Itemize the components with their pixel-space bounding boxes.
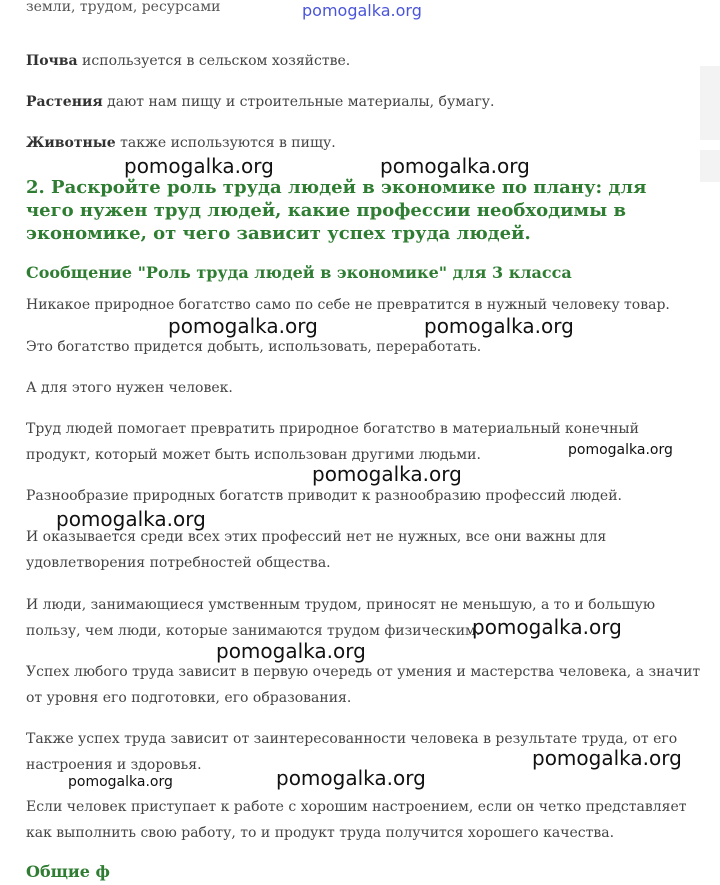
message-subheading: Сообщение "Роль труда людей в экономике" для 3 класса <box>26 263 572 282</box>
paragraph-line: А для этого нужен человек. <box>26 380 233 396</box>
intro-line-plants: Растения дают нам пищу и строительные материалы, бумагу. <box>26 94 495 110</box>
intro-line-soil: Почва используется в сельском хозяйстве. <box>26 53 351 69</box>
watermark: pomogalka.org <box>56 507 206 531</box>
paragraph-line: удовлетворения потребностей общества. <box>26 555 331 571</box>
paragraph-line: как выполнить свою работу, то и продукт труда получится хорошего качества. <box>26 825 615 841</box>
paragraph-line: Это богатство придется добыть, использовать, переработать. <box>26 339 482 355</box>
watermark: pomogalka.org <box>276 766 426 790</box>
paragraph-line: Труд людей помогает превратить природное богатство в материальный конечный <box>26 421 639 437</box>
cut-off-bottom-heading: Общие ф <box>26 862 110 881</box>
watermark: pomogalka.org <box>568 442 673 458</box>
sidebar-edge-block <box>700 150 720 182</box>
paragraph-line: Никакое природное богатство само по себе не превратится в нужный человеку товар. <box>26 297 670 313</box>
paragraph-line: Успех любого труда зависит в первую очередь от умения и мастерства человека, а значит <box>26 664 701 680</box>
paragraph-line: продукт, который может быть использован другими людьми. <box>26 447 481 463</box>
watermark: pomogalka.org <box>380 154 530 178</box>
task-heading: 2. Раскройте роль труда людей в экономике по плану: для чего нужен труд людей, какие профессии необходимы в экономике, от чего зависит успех труда людей. <box>26 177 647 244</box>
paragraph-line: И оказывается среди всех этих профессий нет не нужных, все они важны для <box>26 529 607 545</box>
paragraph-line: Если человек приступает к работе с хорошим настроением, если он четко представляет <box>26 799 687 815</box>
watermark: pomogalka.org <box>68 774 173 790</box>
paragraph-line: Разнообразие природных богатств приводит к разнообразию профессий людей. <box>26 488 622 504</box>
watermark: pomogalka.org <box>312 462 462 486</box>
watermark: pomogalka.org <box>124 154 274 178</box>
paragraph-line: настроения и здоровья. <box>26 757 202 773</box>
watermark-top: pomogalka.org <box>302 1 422 20</box>
cut-off-top-line: земли, трудом, ресурсами <box>26 0 221 15</box>
watermark: pomogalka.org <box>472 615 622 639</box>
paragraph-line: И люди, занимающиеся умственным трудом, приносят не меньшую, а то и большую <box>26 597 656 613</box>
paragraph-line: Также успех труда зависит от заинтересованности человека в результате труда, от его <box>26 731 678 747</box>
paragraph-line: от уровня его подготовки, его образования. <box>26 690 352 706</box>
watermark: pomogalka.org <box>168 314 318 338</box>
watermark: pomogalka.org <box>532 746 682 770</box>
intro-line-animals: Животные также используются в пищу. <box>26 135 336 151</box>
watermark: pomogalka.org <box>424 314 574 338</box>
paragraph-line: пользу, чем люди, которые занимаются трудом физическим. <box>26 623 481 639</box>
watermark: pomogalka.org <box>216 639 366 663</box>
sidebar-edge-block <box>700 66 720 140</box>
